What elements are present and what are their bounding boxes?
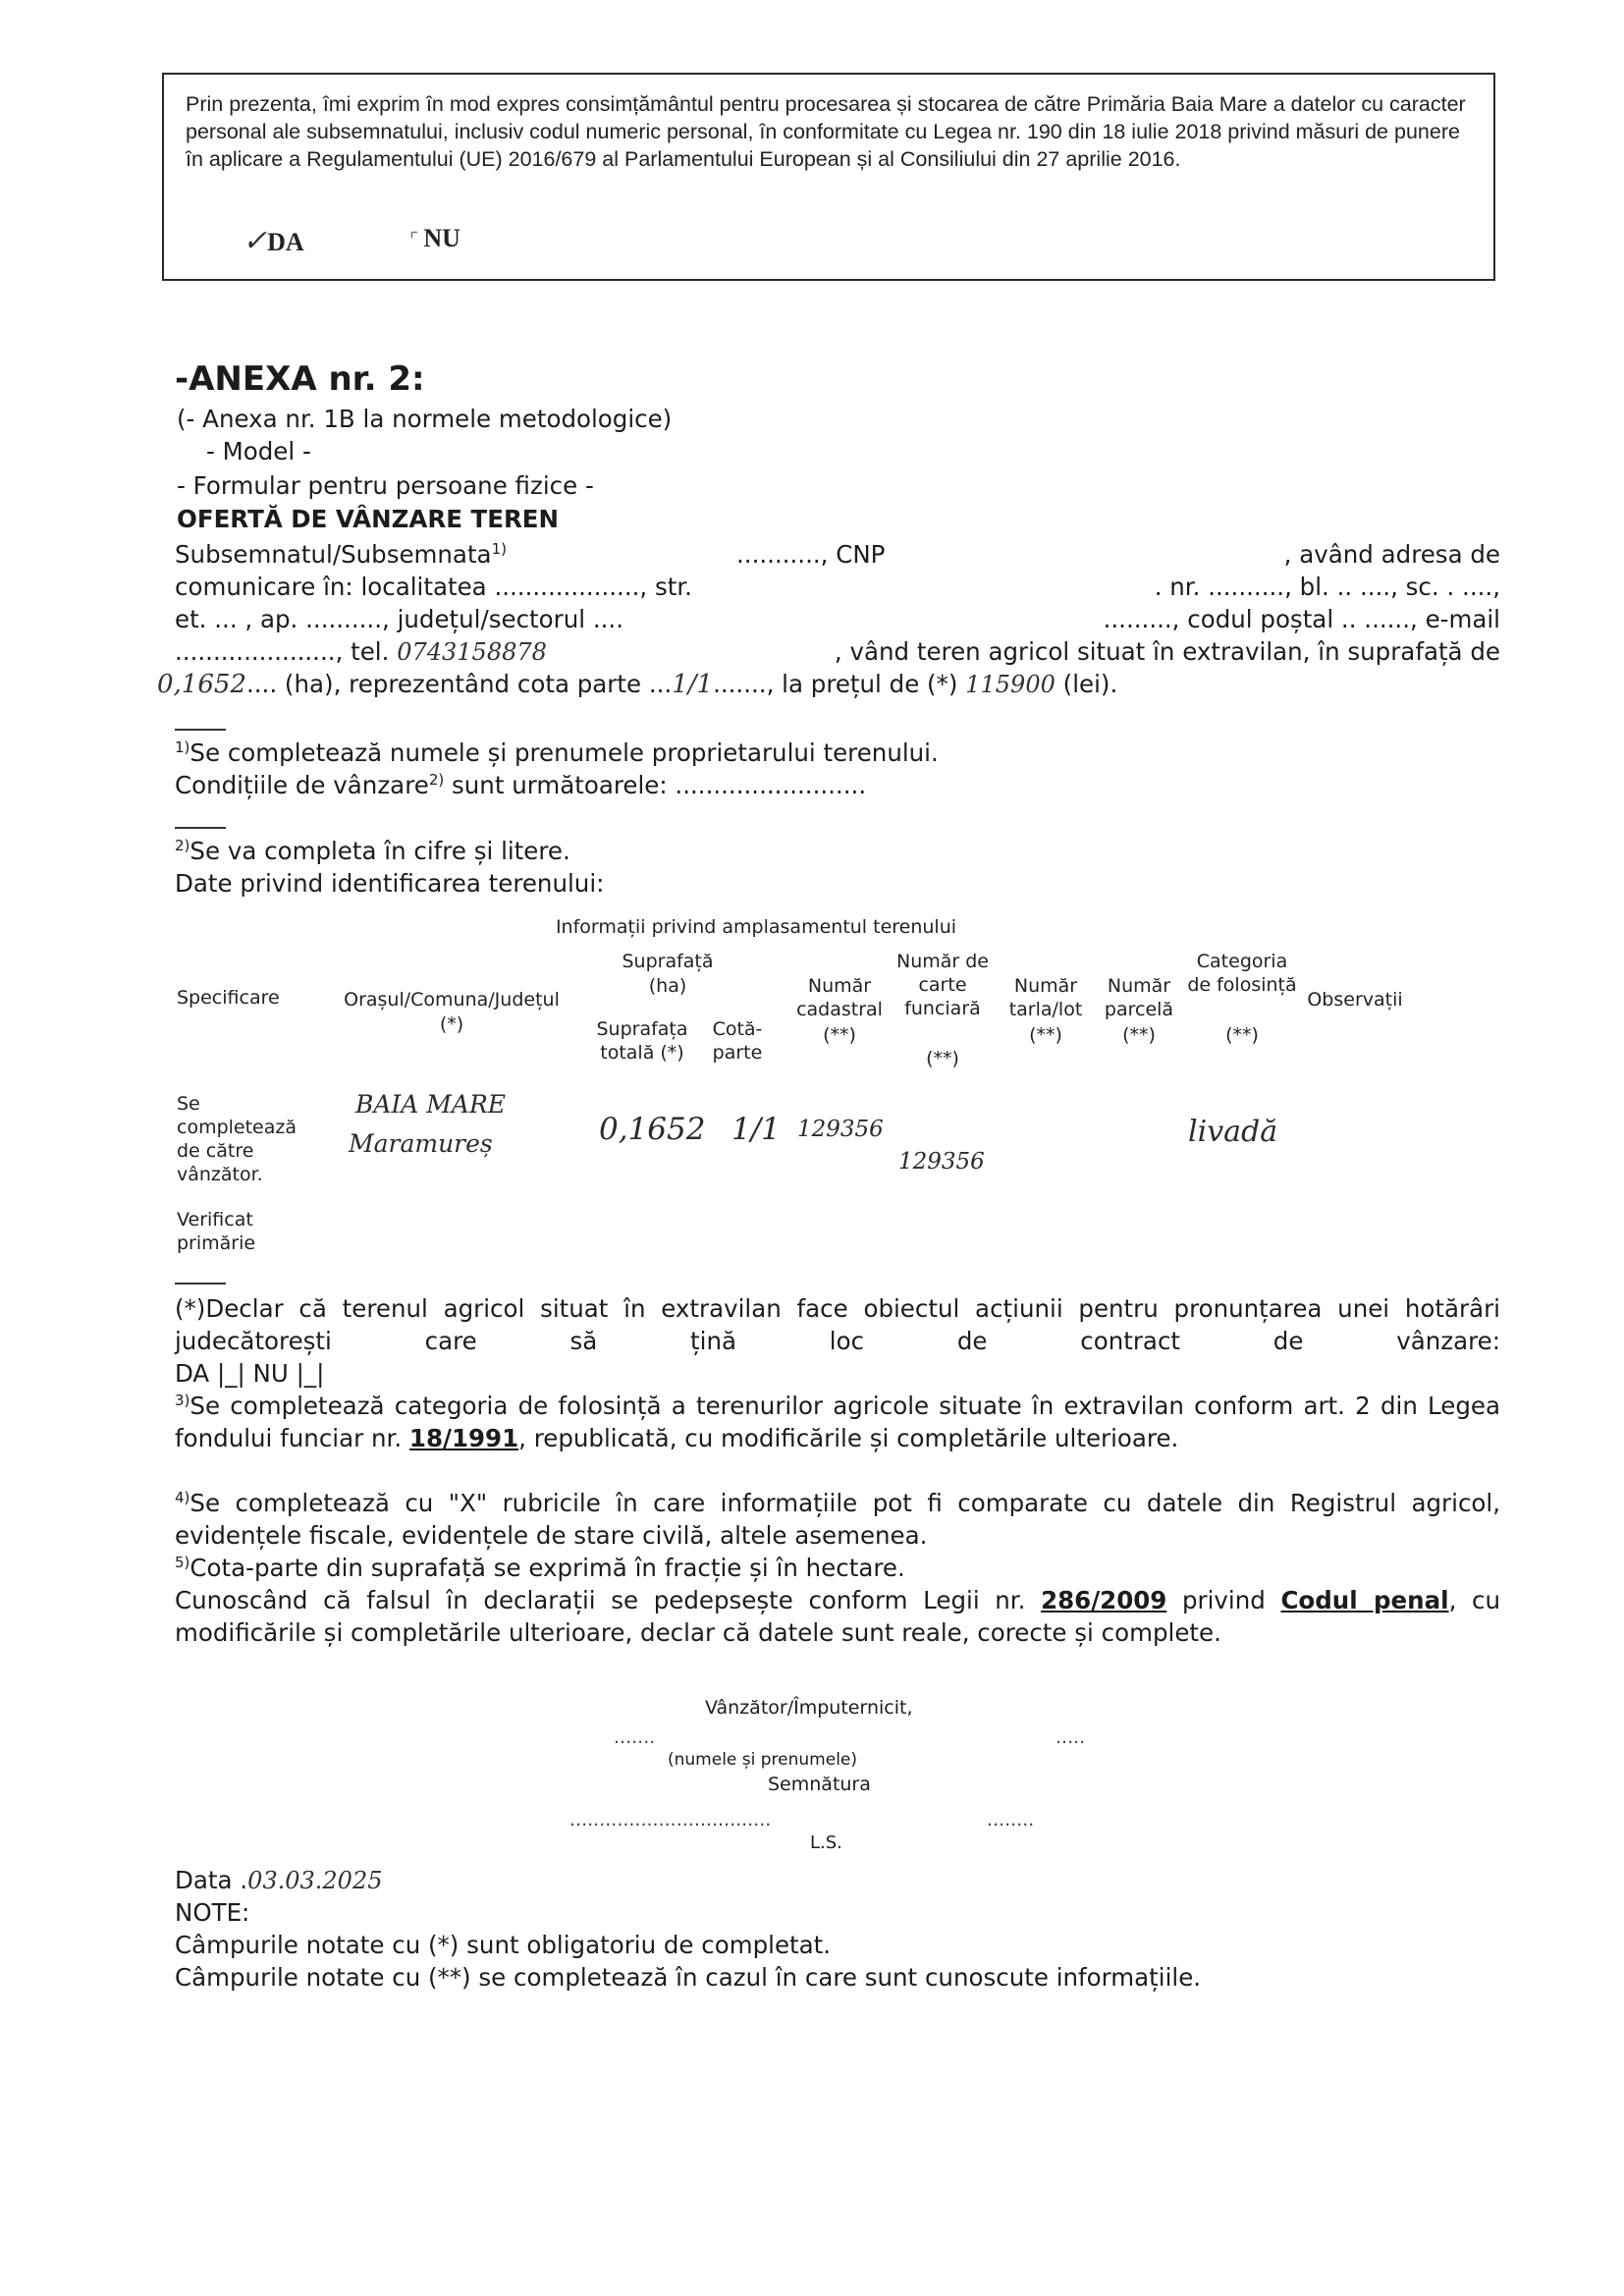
col-suprafata: Suprafață xyxy=(622,951,714,972)
model-label: - Model - xyxy=(206,437,311,465)
footnote-1: $^{1)}$Se completează numele și prenumele proprietarului terenului. xyxy=(175,738,939,767)
footnote-5: $^{5)}$Cota-parte din suprafață se exprimă în fracție și în hectare. xyxy=(175,1553,905,1582)
county-label: et. ... , ap. .........., județul/sectorul .... xyxy=(175,605,623,633)
conditions-line: Condițiile de vânzare$^{2)}$ sunt următoarele: ......................... xyxy=(175,770,867,799)
hw-city: BAIA MARE xyxy=(355,1090,507,1119)
signature-label[interactable]: Semnătura xyxy=(768,1774,871,1795)
col-oras-mark: (*) xyxy=(439,1013,464,1035)
col-carte-funciara: Număr de carte funciară xyxy=(895,951,989,1019)
law-18-1991: 18/1991 xyxy=(408,1424,519,1452)
body-line-4 xyxy=(175,635,1500,669)
note-2: Câmpurile notate cu (**) se completează în cazul în care sunt cunoscute informațiile. xyxy=(175,1963,1202,1992)
date-line: Data .03.03.2025 xyxy=(175,1866,383,1894)
law-286-2009: 286/2009 xyxy=(1041,1586,1167,1614)
footnote-3-rest: , republicată, cu modificările și completările ulterioare. xyxy=(518,1424,1179,1452)
note-1: Câmpurile notate cu (*) sunt obligatoriu de completat. xyxy=(175,1931,832,1959)
consent-no-label: NU xyxy=(423,224,460,252)
share-value: 1/1 xyxy=(672,670,714,699)
declaration-text: (*)Declar că terenul agricol situat în extravilan face obiectul acțiunii pentru pronunțarea unei hotărâri judecătorești care să țină loc de contract de vânzare: xyxy=(175,1294,1500,1355)
consent-yes[interactable] xyxy=(243,224,304,258)
penal-text-a: Cunoscând că falsul în declarații se pedepsește conform Legii nr. xyxy=(175,1586,1026,1614)
lei-label: (lei). xyxy=(1062,670,1118,698)
col-tarla: Număr tarla/lot xyxy=(1008,975,1083,1020)
table-group-header: Informații privind amplasamentul terenului xyxy=(555,916,957,938)
signature-dots: ....... xyxy=(614,1726,656,1748)
col-categoria: Categoria de folosință xyxy=(1187,951,1297,996)
footnote-rule-3 xyxy=(175,1283,226,1285)
check-mark-icon: ✓ xyxy=(243,224,268,258)
col-cota-parte: Cotă-parte xyxy=(712,1018,763,1064)
footnote-3: $^{3)}$Se completează categoria de folosință a terenurilor agricole situate în extravilan conform art. 2 din Legea fondului funciar nr. 18/1991, republicată, cu modificările și completările ulterioare. xyxy=(175,1391,1500,1452)
col-parcela-mark: (**) xyxy=(1122,1024,1156,1046)
note-label: NOTE: xyxy=(175,1898,250,1927)
signature-name-hint: (numele și prenumele) xyxy=(668,1750,858,1770)
date-value: 03.03.2025 xyxy=(247,1867,383,1894)
address-label: , având adresa de xyxy=(1283,540,1500,569)
consent-yes-label: DA xyxy=(267,228,304,256)
price-label: ......., la prețul de (*) xyxy=(713,670,958,698)
footnote-rule xyxy=(175,729,226,731)
offer-title: OFERTĂ DE VÂNZARE TEREN xyxy=(177,505,560,533)
col-oras: Orașul/Comuna/Județul xyxy=(344,989,560,1011)
penal-statement xyxy=(175,1584,1500,1649)
signature-dots-2: ..... xyxy=(1056,1726,1086,1748)
footnote-1-text: Se completează numele și prenumele proprietarului terenului. xyxy=(189,738,939,767)
quota-label: .... (ha), reprezentând cota parte ... xyxy=(245,670,673,698)
conditions-label: Condițiile de vânzare xyxy=(175,771,429,799)
locality-label: comunicare în: localitatea ..................., str. xyxy=(175,573,692,601)
row-primarie-label: Verificat primărie xyxy=(177,1209,256,1254)
col-specificare: Specificare xyxy=(177,987,280,1009)
penal-text-c: , cu modificările și completările ulterioare, declar că datele sunt reale, corecte și complete. xyxy=(175,1586,1500,1647)
identificare-label: Date privind identificarea terenului: xyxy=(175,869,605,898)
hw-share: 1/1 xyxy=(731,1112,781,1147)
footnote-rule-2 xyxy=(175,827,226,829)
formular-label: - Formular pentru persoane fizice - xyxy=(177,471,594,500)
signature-line: .................................. xyxy=(569,1809,772,1831)
area-value: 0,1652 xyxy=(157,670,246,699)
col-parcela: Număr parcelă xyxy=(1104,975,1174,1020)
col-categoria-mark: (**) xyxy=(1225,1024,1259,1046)
hw-category: livadă xyxy=(1188,1115,1278,1149)
checkbox-icon: ⌜ xyxy=(409,230,424,251)
price-value: 115900 xyxy=(965,671,1056,698)
codul-penal: Codul penal xyxy=(1280,1586,1449,1614)
body-line-5 xyxy=(157,668,1483,701)
anexa-title: -ANEXA nr. 2: xyxy=(175,359,425,399)
cnp-label: ..........., CNP xyxy=(736,540,886,569)
consent-text: Prin prezenta, îmi exprim în mod expres consimțământul pentru procesarea și stocarea de către Primăria Baia Mare a datelor cu caracter personal ale subsemnatului, inclusiv codul numeric personal, în conformitate cu Legea nr. 190 din 18 iulie 2018 privind măsuri de punere în aplicare a Regulamentului (UE) 2016/679 al Parlamentului European și al Consiliului din 27 aprilie 2016. xyxy=(186,92,1466,171)
hw-county: Maramureș xyxy=(349,1129,493,1158)
declaration-da-nu[interactable]: DA |_| NU |_| xyxy=(175,1359,325,1388)
col-cadastral-mark: (**) xyxy=(823,1024,856,1046)
consent-box xyxy=(162,73,1495,281)
footnote-3-text: Se completează categoria de folosință a terenurilor agricole situate în extravilan conform art. 2 din Legea fondului funciar nr. xyxy=(175,1392,1500,1452)
col-suprafata-totala: Suprafața totală (*) xyxy=(596,1018,688,1064)
body-line-1: Subsemnatul/Subsemnata$^{1)}$ ..........., CNP , având adresa de xyxy=(175,539,1500,569)
phone-label: ....................., tel. xyxy=(175,637,390,666)
footnote-4-text: Se completează cu "X" rubricile în care informațiile pot fi comparate cu datele din Registrul agricol, evidențele fiscale, evidențele de stare civilă, altele asemenea. xyxy=(175,1489,1500,1550)
anexa-subtitle: (- Anexa nr. 1B la normele metodologice) xyxy=(177,405,673,433)
footnote-2-text: Se va completa în cifre și litere. xyxy=(189,837,570,865)
signature-line-2: ........ xyxy=(987,1809,1035,1831)
body-line-3 xyxy=(175,603,1500,635)
conditions-value: sunt următoarele: ......................... xyxy=(452,771,867,799)
hw-area: 0,1652 xyxy=(599,1112,706,1147)
col-cadastral: Număr cadastral xyxy=(796,975,883,1020)
date-label: Data xyxy=(175,1866,233,1894)
subsemnatul-label: Subsemnatul/Subsemnata xyxy=(175,540,492,569)
hw-cadastral: 129356 xyxy=(797,1117,884,1142)
col-cf-mark: (**) xyxy=(926,1048,959,1069)
signature-role: Vânzător/Împuternicit, xyxy=(705,1697,913,1719)
footnote-5-text: Cota-parte din suprafață se exprimă în fracție și în hectare. xyxy=(189,1554,905,1582)
land-surface-label: , vând teren agricol situat în extravilan, în suprafață de xyxy=(834,637,1500,666)
phone-value: 0743158878 xyxy=(397,638,547,666)
consent-no[interactable] xyxy=(409,224,460,253)
penal-text-b: privind xyxy=(1181,1586,1266,1614)
col-tarla-mark: (**) xyxy=(1029,1024,1062,1046)
postal-email-label: ........., codul poștal .. ......, e-mail xyxy=(1103,605,1500,633)
footnote-4: $^{4)}$Se completează cu "X" rubricile în care informațiile pot fi comparate cu datele din Registrul agricol, evidențele fiscale, evidențele de stare civilă, altele asemenea. xyxy=(175,1488,1500,1550)
body-line-2 xyxy=(175,571,1500,603)
footnote-2: $^{2)}$Se va completa în cifre și litere. xyxy=(175,836,570,865)
col-observatii: Observații xyxy=(1307,989,1403,1011)
col-suprafata-unit: (ha) xyxy=(648,975,687,997)
ls-label: L.S. xyxy=(810,1832,842,1853)
hw-carte-funciara: 129356 xyxy=(898,1149,985,1175)
street-details-label: . nr. .........., bl. .. ...., sc. . ...., xyxy=(1154,573,1500,601)
row-vanzator-label: Se completează de către vânzător. xyxy=(177,1093,298,1185)
